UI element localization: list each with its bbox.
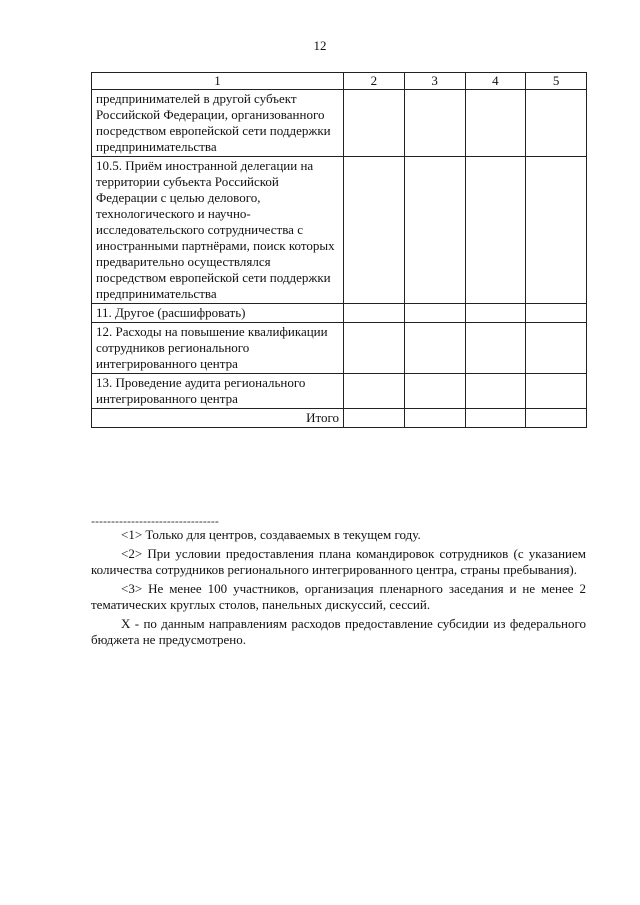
table-cell <box>404 304 465 323</box>
table-cell <box>526 409 587 428</box>
table-cell <box>465 323 526 374</box>
table-cell <box>526 304 587 323</box>
row-label: 13. Проведение аудита регионального интегрированного центра <box>92 374 344 409</box>
table-cell <box>344 374 405 409</box>
table-cell <box>404 409 465 428</box>
row-label: 12. Расходы на повышение квалификации сотрудников регионального интегрированного центра <box>92 323 344 374</box>
footnote: X - по данным направлениям расходов предоставление субсидии из федерального бюджета не предусмотрено. <box>91 615 586 647</box>
table-cell <box>404 374 465 409</box>
row-label: 10.5. Приём иностранной делегации на территории субъекта Российской Федерации с целью делового, технологического и научно-исследовательского сотрудничества с иностранными партнёрами, поиск которых предварительно осуществлялся посредством европейской сети поддержки предпринимательства <box>92 157 344 304</box>
row-label: 11. Другое (расшифровать) <box>92 304 344 323</box>
table-cell <box>526 374 587 409</box>
table-cell <box>465 90 526 157</box>
table-cell <box>465 157 526 304</box>
row-label: предпринимателей в другой субъект Российской Федерации, организованного посредством европейской сети поддержки предпринимательства <box>92 90 344 157</box>
table-cell <box>344 323 405 374</box>
table-cell <box>404 323 465 374</box>
footnote-separator: -------------------------------- <box>91 514 219 528</box>
table-row <box>92 90 587 157</box>
table-cell <box>404 90 465 157</box>
table-cell <box>344 304 405 323</box>
expense-table <box>91 72 587 428</box>
column-header: 4 <box>465 73 526 90</box>
total-label: Итого <box>92 409 344 428</box>
table-cell <box>344 157 405 304</box>
table-cell <box>344 90 405 157</box>
footnote: <2> При условии предоставления плана командировок сотрудников (с указанием количества сотрудников регионального интегрированного центра, страны пребывания). <box>91 545 586 577</box>
footnote: <3> Не менее 100 участников, организация пленарного заседания и не менее 2 тематических круглых столов, панельных дискуссий, сессий. <box>91 580 586 612</box>
table-cell <box>404 157 465 304</box>
table-row <box>92 304 587 323</box>
footnote: <1> Только для центров, создаваемых в текущем году. <box>121 527 421 542</box>
column-header: 5 <box>526 73 587 90</box>
table-row <box>92 157 587 304</box>
table-cell <box>465 374 526 409</box>
column-header: 3 <box>404 73 465 90</box>
table-cell <box>526 323 587 374</box>
table-cell <box>465 409 526 428</box>
page-number: 12 <box>313 38 327 53</box>
column-header: 1 <box>92 73 344 90</box>
table-header-row <box>92 73 587 90</box>
table-cell <box>526 157 587 304</box>
table-row <box>92 374 587 409</box>
footnotes <box>91 527 586 651</box>
table-total-row <box>92 409 587 428</box>
table-cell <box>526 90 587 157</box>
table-cell <box>465 304 526 323</box>
table-cell <box>344 409 405 428</box>
table-row <box>92 323 587 374</box>
column-header: 2 <box>344 73 405 90</box>
